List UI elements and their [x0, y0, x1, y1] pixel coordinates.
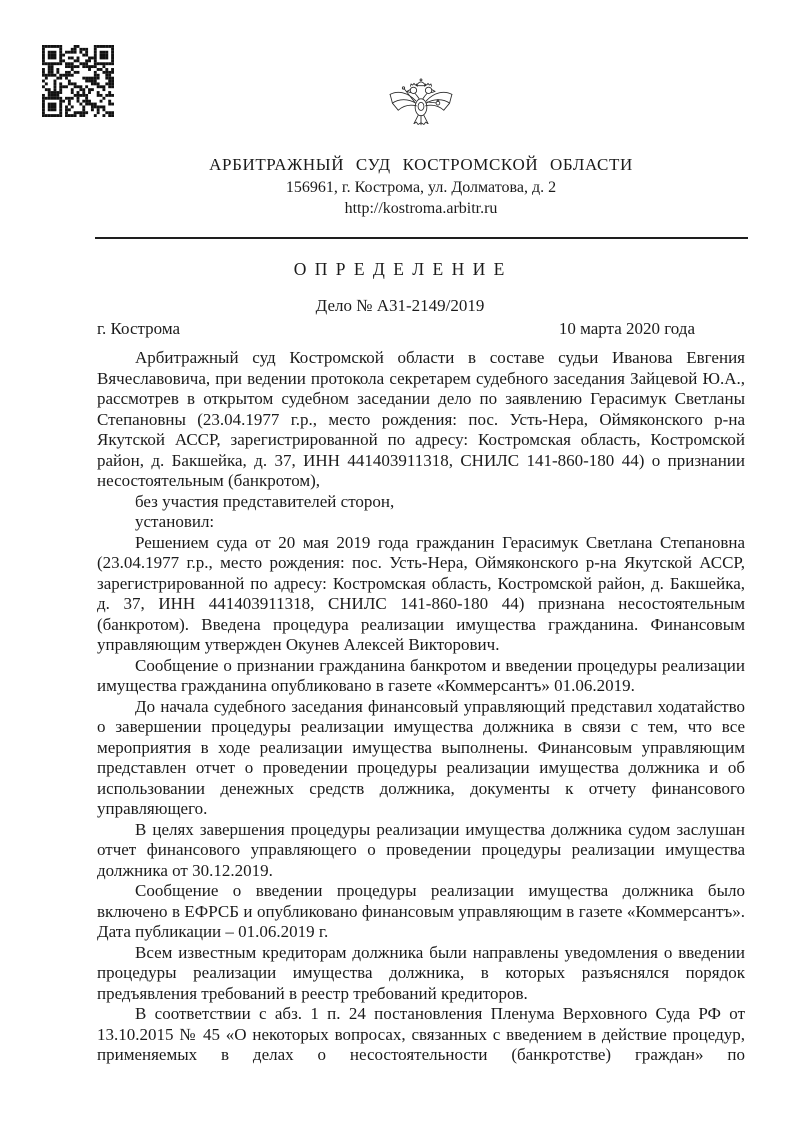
paragraph: Сообщение о введении процедуры реализации имущества должника было включено в ЕФРСБ и опубликовано финансовым управляющим в газете «Коммерсантъ». Дата публикации – 01.06.2019 г. — [97, 881, 745, 941]
paragraph: Решением суда от 20 мая 2019 года гражданин Герасимук Светлана Степановна (23.04.1977 г.р., место рождения: пос. Усть-Нера, Оймяконского р-на Якутской АССР, зарегистрированной по адресу: Костромская область, Костромской район, д. Бакшейка, д. 37, ИНН 441403911318, СНИЛС 141-860-180 44) признана несостоятельным (банкротом). Введена процедура реализации имущества гражданина. Финансовым управляющим утвержден Окунев Алексей Викторович. — [97, 532, 745, 654]
paragraph: В соответствии с абз. 1 п. 24 постановления Пленума Верховного Суда РФ от 13.10.2015 № 45 «О некоторых вопросах, связанных с введением в действие процедур, применяемых в делах о несостоятельности (банкротстве) граждан» по — [97, 1004, 745, 1064]
date-label: 10 марта 2020 года — [558, 319, 695, 338]
paragraph: Арбитражный суд Костромской области в составе судьи Иванова Евгения Вячеславовича, при ведении протокола секретарем судебного заседания Зайцевой Ю.А., рассмотрев в открытом судебном заседании дело по заявлению Герасимук Светланы Степановны (23.04.1977 г.р., место рождения: пос. Усть-Нера, Оймяконского р-на Якутской АССР, зарегистрированной по адресу: Костромская область, Костромской район, д. Бакшейка, д. 37, ИНН 441403911318, СНИЛС 141-860-180 44) о признании несостоятельным (банкротом), — [97, 348, 745, 490]
document-body — [97, 348, 745, 1066]
paragraph: Сообщение о признании гражданина банкротом и введении процедуры реализации имущества гражданина опубликовано в газете «Коммерсантъ» 01.06.2019. — [97, 655, 745, 695]
paragraph: До начала судебного заседания финансовый управляющий представил ходатайство о завершении процедуры реализации имущества должника в связи с тем, что все мероприятия в ходе реализации имущества выполнены. Финансовым управляющим представлен отчет о проведении процедуры реализации имущества должника и об использовании денежных средств должника, документы к отчету финансового управляющего. — [97, 696, 745, 818]
header-divider — [95, 237, 748, 239]
document-header — [0, 0, 800, 219]
city-date-row — [97, 319, 745, 339]
paragraph: В целях завершения процедуры реализации имущества должника судом заслушан отчет финансового управляющего о проведении процедуры реализации имущества должника от 30.12.2019. — [97, 819, 745, 880]
document-title: О П Р Е Д Е Л Е Н И Е — [293, 259, 507, 279]
court-address: 156961, г. Кострома, ул. Долматова, д. 2 — [285, 179, 557, 196]
qr-code-icon — [42, 45, 114, 117]
court-website: http://kostroma.arbitr.ru — [344, 200, 498, 217]
city-label: г. Кострома — [97, 319, 181, 338]
coat-of-arms-icon — [97, 76, 745, 147]
case-number: Дело № А31-2149/2019 — [315, 296, 485, 315]
paragraph: Всем известным кредиторам должника были направлены уведомления о введении процедуры реализации имущества должника, в которых разъяснялся порядок предъявления требований в реестр требований кредиторов. — [97, 942, 745, 1003]
paragraph: без участия представителей сторон, — [135, 491, 395, 511]
court-name: АРБИТРАЖНЫЙ СУД КОСТРОМСКОЙ ОБЛАСТИ — [209, 155, 633, 174]
paragraph: установил: — [135, 512, 215, 531]
